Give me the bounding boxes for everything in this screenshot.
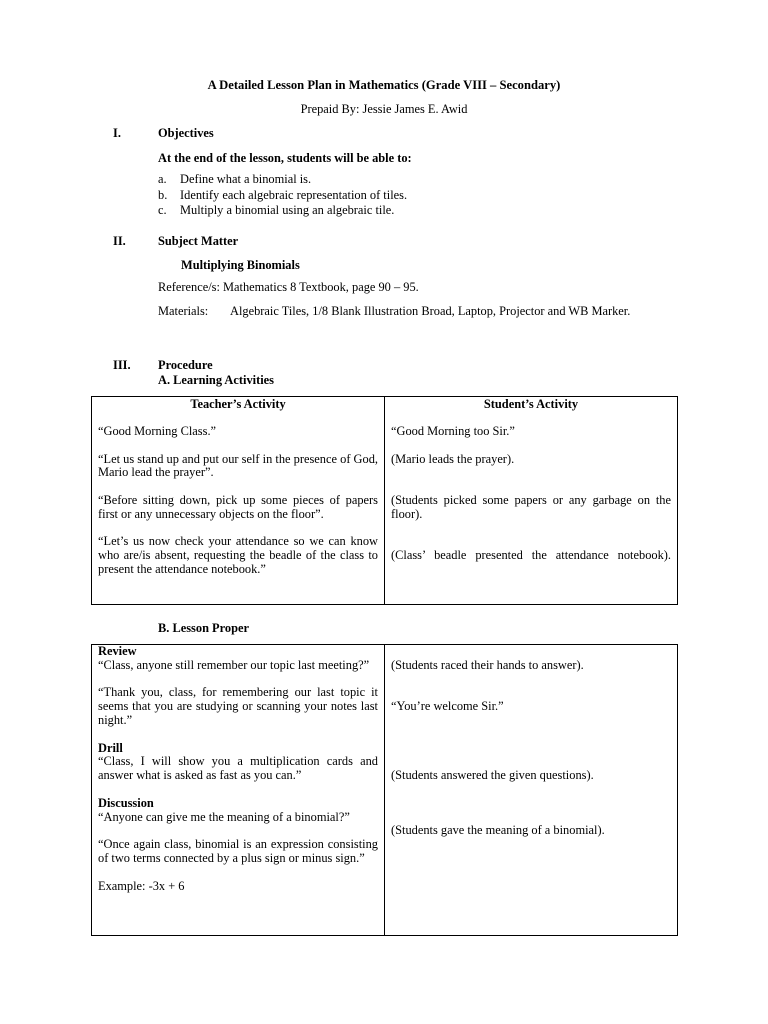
discussion-question: “Anyone can give me the meaning of a binomial?”: [98, 809, 350, 824]
prepared-by: Prepaid By: Jessie James E. Awid: [300, 102, 468, 116]
document-title: A Detailed Lesson Plan in Mathematics (Grade VIII – Secondary): [207, 78, 561, 92]
activities-table: [91, 396, 678, 605]
binomial-definition: “Once again class, binomial is an expression consisting of two terms connected by a plus sign or minus sign.”: [98, 837, 378, 865]
subject-topic: Multiplying Binomials: [181, 258, 300, 272]
subject-heading: Subject Matter: [158, 234, 239, 248]
thanks-answer: “You’re welcome Sir.”: [391, 699, 504, 714]
objectives-list: [158, 172, 407, 219]
subject-materials: [158, 304, 630, 319]
objectives-heading: Objectives: [158, 126, 214, 140]
materials-label: Materials:: [158, 304, 209, 318]
section-number-subject: II.: [113, 234, 126, 248]
drill-answer: (Students answered the given questions).: [391, 768, 594, 783]
discussion-answer: (Students gave the meaning of a binomial).: [391, 823, 605, 838]
example-line: Example: -3x + 6: [98, 878, 185, 893]
header-teacher: Teacher’s Activity: [190, 397, 286, 411]
lesson-proper-heading: B. Lesson Proper: [158, 621, 249, 635]
teacher-line: “Good Morning Class.”: [98, 424, 217, 438]
table-row: [92, 645, 678, 936]
review-label: Review: [98, 644, 137, 658]
lesson-table: [91, 644, 678, 936]
teacher-line: “Let’s us now check your attendance so we can know who are/is absent, requesting the beadle of the class to present the attendance notebook.”: [98, 534, 378, 576]
student-line: “Good Morning too Sir.”: [391, 424, 515, 438]
list-item: c. Multiply a binomial using an algebraic tile.: [158, 203, 395, 217]
table-cell: [385, 397, 678, 605]
teacher-line: “Before sitting down, pick up some pieces of papers first or any unnecessary objects on the floor”.: [98, 492, 378, 521]
drill-line: “Class, I will show you a multiplication cards and answer what is asked as fast as you can.”: [98, 754, 378, 783]
table-cell: [92, 645, 385, 936]
objectives-intro: At the end of the lesson, students will be able to:: [158, 151, 412, 165]
learning-activities-heading: A. Learning Activities: [158, 373, 274, 387]
discussion-label: Discussion: [98, 795, 154, 810]
list-item: a. Define what a binomial is.: [158, 172, 312, 186]
list-item: b. Identify each algebraic representation of tiles.: [158, 187, 408, 202]
review-answer: (Students raced their hands to answer).: [391, 657, 584, 672]
drill-label: Drill: [98, 740, 123, 755]
header-student: Student’s Activity: [483, 397, 579, 411]
table-cell: [385, 645, 678, 936]
student-line: (Mario leads the prayer).: [391, 451, 515, 466]
student-line: (Class’ beadle presented the attendance notebook).: [391, 548, 671, 563]
section-number-objectives: I.: [113, 126, 121, 140]
procedure-heading: Procedure: [158, 358, 213, 372]
student-line: (Students picked some papers or any garbage on the floor).: [391, 492, 671, 521]
table-row: [92, 397, 678, 605]
teacher-line: “Let us stand up and put our self in the presence of God, Mario lead the prayer”.: [98, 451, 378, 480]
materials-text: Algebraic Tiles, 1/8 Blank Illustration Broad, Laptop, Projector and WB Marker.: [230, 304, 631, 318]
review-question: “Class, anyone still remember our topic last meeting?”: [98, 657, 370, 672]
table-cell: [92, 397, 385, 605]
section-number-procedure: III.: [113, 358, 131, 372]
thanks-line: “Thank you, class, for remembering our last topic it seems that you are studying or scanning your notes last night.”: [98, 685, 378, 727]
subject-reference: Reference/s: Mathematics 8 Textbook, page 90 – 95.: [158, 280, 419, 294]
